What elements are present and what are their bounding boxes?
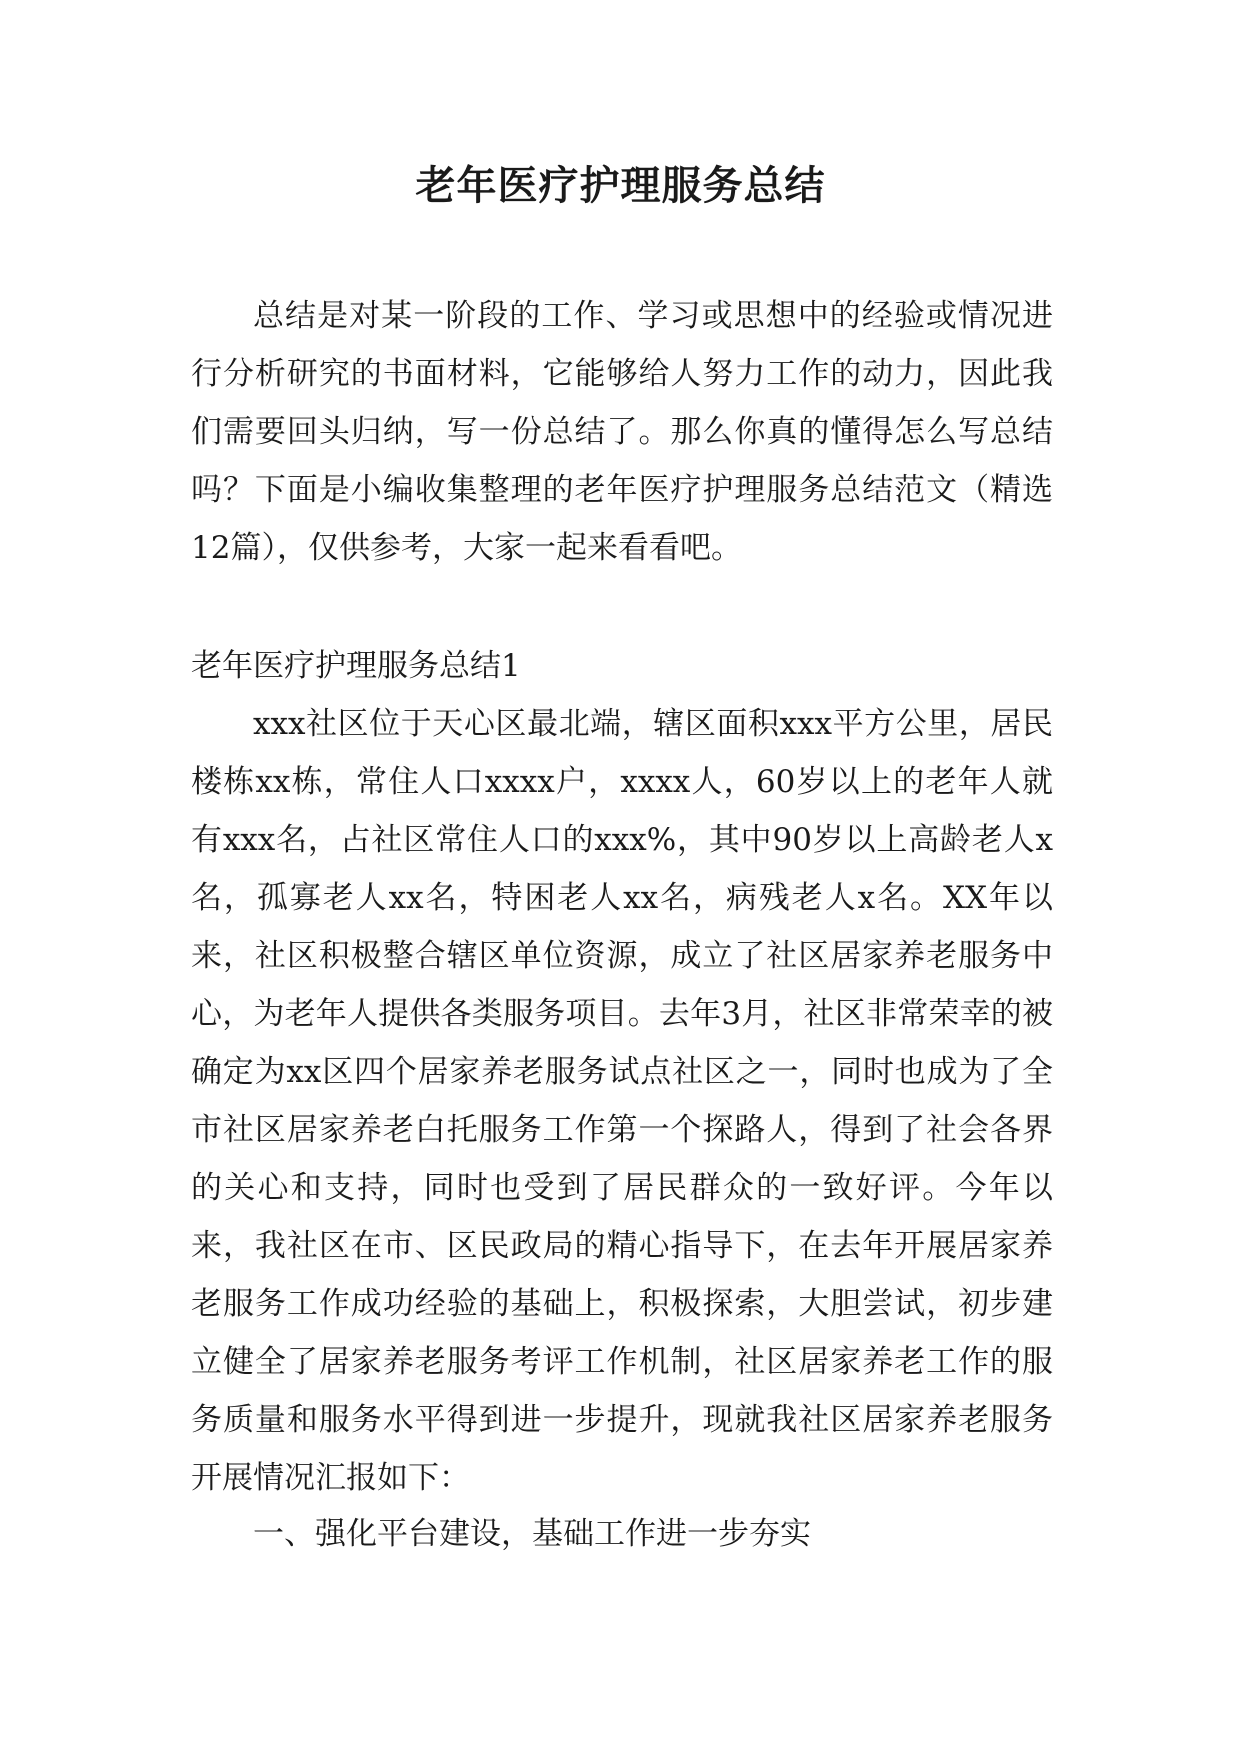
intro-paragraph: 总结是对某一阶段的工作、学习或思想中的经验或情况进行分析研究的书面材料，它能够给人努力工作的动力，因此我们需要回头归纳，写一份总结了。那么你真的懂得怎么写总结吗？下面是小编收集整理的老年医疗护理服务总结范文（精选12篇），仅供参考，大家一起来看看吧。 (191, 298, 1053, 566)
document-title: 老年医疗护理服务总结 (415, 162, 826, 209)
section-paragraph: xxx社区位于天心区最北端，辖区面积xxx平方公里，居民楼栋xx栋，常住人口xxxx户，xxxx人，60岁以上的老年人就有xxx名，占社区常住人口的xxx%，其中90岁以上高龄老人x名，孤寡老人xx名，特困老人xx名，病残老人x名。XX年以来，社区积极整合辖区单位资源，成立了社区居家养老服务中心，为老年人提供各类服务项目。去年3月，社区非常荣幸的被确定为xx区四个居家养老服务试点社区之一，同时也成为了全市社区居家养老白托服务工作第一个探路人，得到了社会各界的关心和支持，同时也受到了居民群众的一致好评。今年以来，我社区在市、区民政局的精心指导下，在去年开展居家养老服务工作成功经验的基础上，积极探索，大胆尝试，初步建立健全了居家养老服务考评工作机制，社区居家养老工作的服务质量和服务水平得到进一步提升，现就我社区居家养老服务开展情况汇报如下： (191, 706, 1053, 1496)
section-heading: 老年医疗护理服务总结1 (191, 648, 521, 684)
subsection-heading: 一、强化平台建设，基础工作进一步夯实 (253, 1516, 811, 1552)
